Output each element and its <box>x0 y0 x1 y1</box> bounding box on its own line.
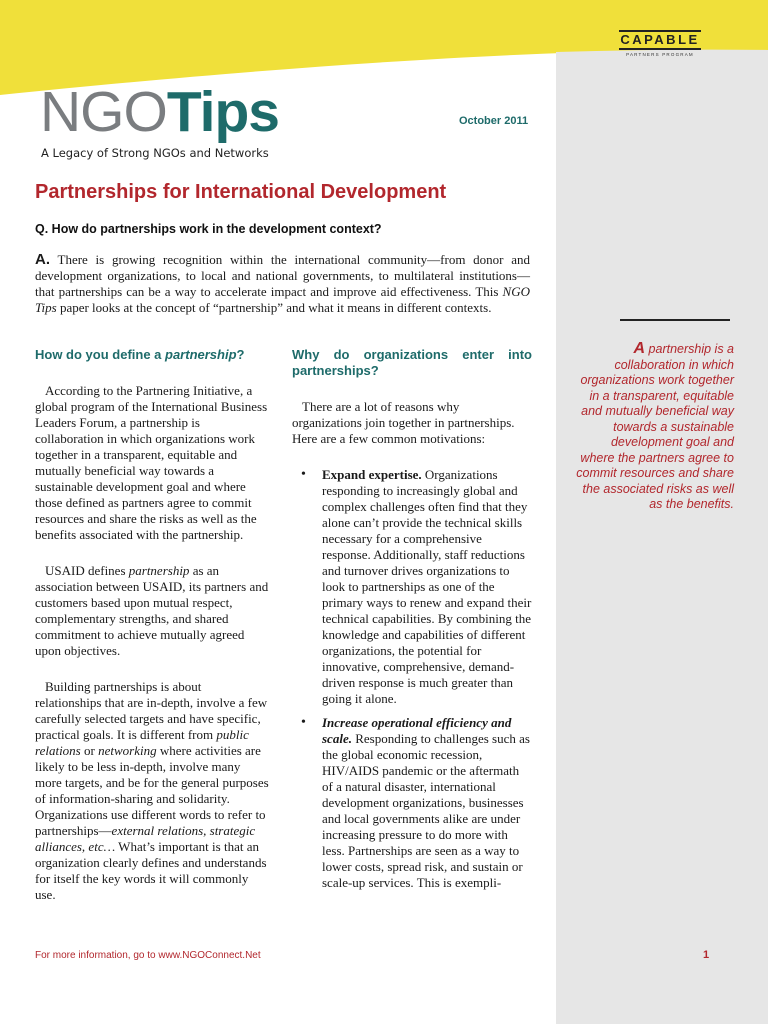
p3-text-c: where activities are likely to be less in-depth, involve many more targets, and be for the general purposes of information-sharing and solidarity. Organizations use different words to refer to partnerships— <box>35 743 269 838</box>
motivations-intro: There are a lot of reasons why organizations join together in partnerships. Here are a few common motivations: <box>292 399 515 446</box>
ngotips-logo <box>40 80 279 144</box>
question-heading: Q. How do partnerships work in the development context? <box>35 222 382 236</box>
p2-text: USAID defines <box>45 563 129 578</box>
building-partnerships-paragraph <box>35 679 270 903</box>
footer-link[interactable]: For more information, go to www.NGOConnect.Net <box>35 950 261 961</box>
logo-tips: Tips <box>166 80 279 144</box>
answer-lead: A. <box>35 251 50 268</box>
motivations-list <box>292 467 532 891</box>
p2-italic: partnership <box>128 563 190 578</box>
answer-italic: NGO Tips <box>35 284 530 315</box>
pullquote-rule <box>620 319 730 321</box>
bullet-text: Organizations responding to increasingly global and complex challenges often find that they alone can’t provide the technical skills necessary for a comprehensive response. Additionally, staff reductions and turnover drives organizations to look to partnerships as one of the primary ways to renew and expand their technical capabilities. By combining the knowledge and capabilities of different organizations, the potential for innovative, comprehensive, demand-driven response is much greater than going it alone. <box>322 467 532 706</box>
bullet-text: Responding to challenges such as the global economic recession, HIV/AIDS pandemic or the aftermath of a natural disaster, international development organizations, businesses and local governments alike are under increasing pressure to do more with less. Partnerships are seen as a way to lower costs, spread risk, and sustain or scale-up services. This is exempli- <box>322 731 530 890</box>
tagline: A Legacy of Strong NGOs and Networks <box>41 146 269 160</box>
p3-text-d: What’s important is that an organization clearly defines and understands for itself the key words it will commonly use. <box>35 839 267 902</box>
list-item <box>292 467 532 707</box>
page-number: 1 <box>703 949 710 961</box>
bullet-title: Increase operational efficiency and scale. <box>322 715 512 746</box>
bullet-title: Expand expertise. <box>322 467 422 482</box>
heading-text: How do you define a <box>35 347 166 362</box>
logo-ngo: NGO <box>40 80 167 144</box>
column-left <box>35 347 270 923</box>
answer-paragraph <box>35 252 530 316</box>
p2-text-post: as an association between USAID, its partners and customers based upon mutual respect, complementary strengths, and shared commitment to achieve mutually agreed upon objectives. <box>35 563 269 658</box>
p3-italic-1: public relations <box>35 727 249 758</box>
p3-text-b: or <box>80 743 99 758</box>
p3-text-a: Building partnerships is about relationships that are in-depth, involve a few carefully selected targets and have specific, practical goals. It is different from <box>35 679 268 742</box>
usaid-definition-paragraph <box>35 563 270 659</box>
why-partnerships-heading: Why do organizations enter into partnerships? <box>292 347 532 378</box>
answer-text: There is growing recognition within the international community—from donor and development organizations, to local and national governments, to multilateral institutions—that partnerships can be a way to accelerate impact and improve aid effectiveness. This <box>35 252 530 299</box>
column-right <box>292 347 532 899</box>
pullquote <box>574 341 734 513</box>
partnering-initiative-paragraph: According to the Partnering Initiative, a global program of the International Business Leaders Forum, a partnership is collaboration in which organizations work together in a transparent, equitable and mutually beneficial way towards a sustainable development goal and where those defined as partners agree to commit resources and share the risks as well as the benefits associated with the partnership. <box>35 383 268 542</box>
page-title: Partnerships for International Development <box>35 181 447 203</box>
p3-italic-2: networking <box>98 743 157 758</box>
capable-logo <box>619 30 701 57</box>
list-item <box>292 715 532 891</box>
capable-subtitle: PARTNERS PROGRAM <box>626 52 694 57</box>
heading-italic: partnership <box>165 347 237 362</box>
pullquote-text: partnership is a collaboration in which organizations work together in a transparent, equitable and mutually beneficial way towards a sustainable development goal and where the partners agree to commit resources and share the associated risks as well as the benefits. <box>576 342 734 511</box>
define-partnership-heading <box>35 347 270 363</box>
p3-italic-3: external relations, strategic alliances, etc… <box>35 823 256 854</box>
answer-tail: paper looks at the concept of “partnership” and what it means in different contexts. <box>56 300 492 315</box>
capable-wordmark: CAPABLE <box>619 30 701 50</box>
heading-punct: ? <box>236 347 245 362</box>
issue-date: October 2011 <box>459 115 529 127</box>
pullquote-lead: A <box>633 340 646 357</box>
